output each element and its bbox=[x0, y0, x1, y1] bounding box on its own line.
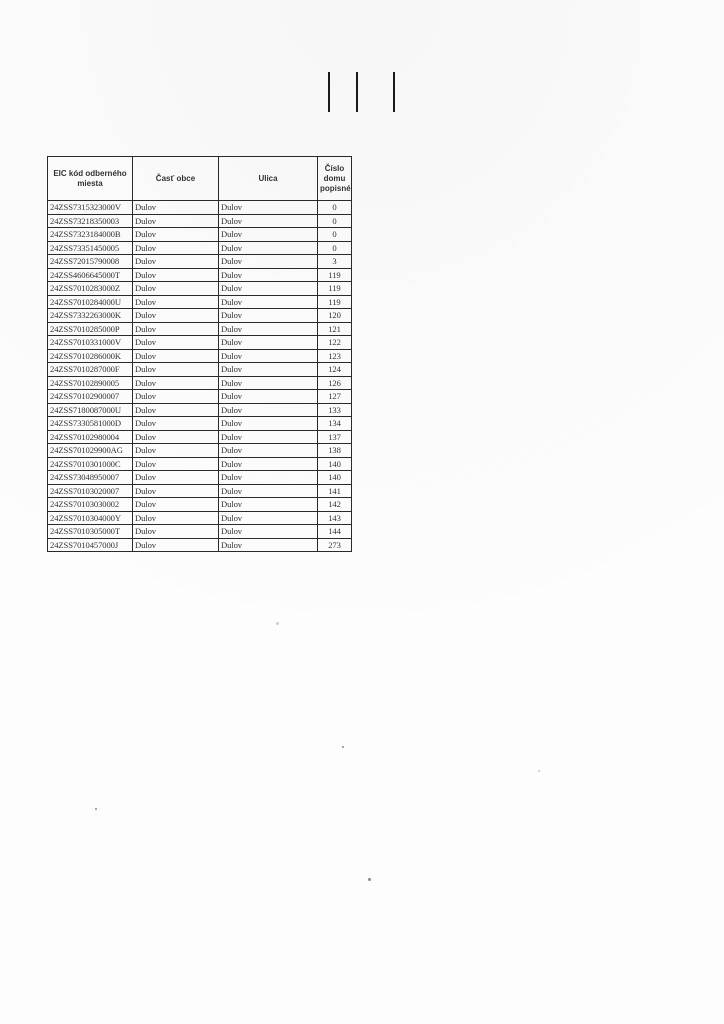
cell-street: Dulov bbox=[219, 525, 318, 539]
cell-street: Dulov bbox=[219, 403, 318, 417]
cell-house-number: 119 bbox=[318, 268, 352, 282]
cell-district: Dulov bbox=[133, 376, 219, 390]
cell-house-number: 120 bbox=[318, 309, 352, 323]
cell-street: Dulov bbox=[219, 417, 318, 431]
cell-district: Dulov bbox=[133, 403, 219, 417]
header-mark bbox=[328, 72, 330, 112]
cell-street: Dulov bbox=[219, 322, 318, 336]
cell-district: Dulov bbox=[133, 309, 219, 323]
cell-eic-code: 24ZSS7010284000U bbox=[48, 295, 133, 309]
table-row bbox=[48, 498, 352, 512]
cell-house-number: 0 bbox=[318, 214, 352, 228]
cell-street: Dulov bbox=[219, 376, 318, 390]
cell-street: Dulov bbox=[219, 282, 318, 296]
cell-district: Dulov bbox=[133, 241, 219, 255]
cell-eic-code: 24ZSS73218350003 bbox=[48, 214, 133, 228]
cell-district: Dulov bbox=[133, 538, 219, 552]
cell-house-number: 141 bbox=[318, 484, 352, 498]
header-mark bbox=[393, 72, 395, 112]
header-street: Ulica bbox=[219, 157, 318, 201]
table-row bbox=[48, 390, 352, 404]
table-row bbox=[48, 538, 352, 552]
cell-eic-code: 24ZSS70102980004 bbox=[48, 430, 133, 444]
cell-house-number: 119 bbox=[318, 295, 352, 309]
cell-house-number: 121 bbox=[318, 322, 352, 336]
table-row bbox=[48, 295, 352, 309]
cell-eic-code: 24ZSS73048950007 bbox=[48, 471, 133, 485]
cell-street: Dulov bbox=[219, 201, 318, 215]
cell-eic-code: 24ZSS7010331000V bbox=[48, 336, 133, 350]
scan-speck bbox=[538, 770, 540, 772]
cell-street: Dulov bbox=[219, 336, 318, 350]
cell-house-number: 134 bbox=[318, 417, 352, 431]
table-row bbox=[48, 322, 352, 336]
table-row bbox=[48, 282, 352, 296]
cell-district: Dulov bbox=[133, 282, 219, 296]
cell-eic-code: 24ZSS7010457000J bbox=[48, 538, 133, 552]
cell-house-number: 273 bbox=[318, 538, 352, 552]
cell-street: Dulov bbox=[219, 390, 318, 404]
cell-eic-code: 24ZSS7010286000K bbox=[48, 349, 133, 363]
cell-eic-code: 24ZSS7010285000P bbox=[48, 322, 133, 336]
table-row bbox=[48, 511, 352, 525]
cell-street: Dulov bbox=[219, 295, 318, 309]
cell-house-number: 119 bbox=[318, 282, 352, 296]
cell-street: Dulov bbox=[219, 430, 318, 444]
cell-eic-code: 24ZSS7332263000K bbox=[48, 309, 133, 323]
table-row bbox=[48, 471, 352, 485]
cell-eic-code: 24ZSS7010304000Y bbox=[48, 511, 133, 525]
cell-street: Dulov bbox=[219, 511, 318, 525]
table-row bbox=[48, 349, 352, 363]
table-row bbox=[48, 255, 352, 269]
cell-district: Dulov bbox=[133, 471, 219, 485]
table-row bbox=[48, 430, 352, 444]
cell-eic-code: 24ZSS7330581000D bbox=[48, 417, 133, 431]
cell-district: Dulov bbox=[133, 484, 219, 498]
cell-house-number: 142 bbox=[318, 498, 352, 512]
table-row bbox=[48, 268, 352, 282]
cell-house-number: 124 bbox=[318, 363, 352, 377]
cell-house-number: 133 bbox=[318, 403, 352, 417]
cell-house-number: 140 bbox=[318, 471, 352, 485]
cell-district: Dulov bbox=[133, 255, 219, 269]
cell-street: Dulov bbox=[219, 228, 318, 242]
table-row bbox=[48, 403, 352, 417]
table-row bbox=[48, 214, 352, 228]
cell-eic-code: 24ZSS70102890005 bbox=[48, 376, 133, 390]
cell-street: Dulov bbox=[219, 538, 318, 552]
cell-street: Dulov bbox=[219, 255, 318, 269]
cell-eic-code: 24ZSS7180087000U bbox=[48, 403, 133, 417]
cell-house-number: 140 bbox=[318, 457, 352, 471]
header-marks bbox=[325, 72, 405, 114]
scan-speck bbox=[95, 808, 97, 810]
cell-eic-code: 24ZSS70103030002 bbox=[48, 498, 133, 512]
table-body bbox=[48, 201, 352, 552]
cell-eic-code: 24ZSS73351450005 bbox=[48, 241, 133, 255]
cell-street: Dulov bbox=[219, 484, 318, 498]
table-row bbox=[48, 201, 352, 215]
table-row bbox=[48, 525, 352, 539]
cell-district: Dulov bbox=[133, 363, 219, 377]
header-mark bbox=[356, 72, 358, 112]
header-eic-code: EIC kód odberného miesta bbox=[48, 157, 133, 201]
cell-district: Dulov bbox=[133, 417, 219, 431]
cell-eic-code: 24ZSS72015790008 bbox=[48, 255, 133, 269]
cell-eic-code: 24ZSS7010301000C bbox=[48, 457, 133, 471]
table-row bbox=[48, 309, 352, 323]
cell-district: Dulov bbox=[133, 444, 219, 458]
cell-house-number: 127 bbox=[318, 390, 352, 404]
cell-street: Dulov bbox=[219, 363, 318, 377]
table-header-row bbox=[48, 157, 352, 201]
cell-house-number: 143 bbox=[318, 511, 352, 525]
cell-street: Dulov bbox=[219, 268, 318, 282]
cell-house-number: 144 bbox=[318, 525, 352, 539]
cell-street: Dulov bbox=[219, 471, 318, 485]
cell-eic-code: 24ZSS70102900007 bbox=[48, 390, 133, 404]
cell-district: Dulov bbox=[133, 390, 219, 404]
cell-district: Dulov bbox=[133, 201, 219, 215]
cell-district: Dulov bbox=[133, 322, 219, 336]
table-row bbox=[48, 376, 352, 390]
table-row bbox=[48, 228, 352, 242]
scan-speck bbox=[368, 878, 371, 881]
scan-speck bbox=[342, 746, 344, 748]
cell-district: Dulov bbox=[133, 457, 219, 471]
cell-eic-code: 24ZSS7010305000T bbox=[48, 525, 133, 539]
cell-eic-code: 24ZSS7315323000V bbox=[48, 201, 133, 215]
cell-house-number: 138 bbox=[318, 444, 352, 458]
header-district: Časť obce bbox=[133, 157, 219, 201]
table-row bbox=[48, 457, 352, 471]
cell-street: Dulov bbox=[219, 444, 318, 458]
cell-district: Dulov bbox=[133, 228, 219, 242]
eic-table bbox=[47, 156, 352, 552]
cell-eic-code: 24ZSS70103020007 bbox=[48, 484, 133, 498]
table-row bbox=[48, 336, 352, 350]
cell-house-number: 0 bbox=[318, 228, 352, 242]
cell-district: Dulov bbox=[133, 349, 219, 363]
cell-house-number: 122 bbox=[318, 336, 352, 350]
table-row bbox=[48, 417, 352, 431]
cell-street: Dulov bbox=[219, 214, 318, 228]
cell-house-number: 126 bbox=[318, 376, 352, 390]
table-row bbox=[48, 363, 352, 377]
cell-street: Dulov bbox=[219, 457, 318, 471]
cell-house-number: 3 bbox=[318, 255, 352, 269]
header-house-number: Číslo domu popisné bbox=[318, 157, 352, 201]
table-row bbox=[48, 241, 352, 255]
cell-district: Dulov bbox=[133, 214, 219, 228]
cell-eic-code: 24ZSS7010287000F bbox=[48, 363, 133, 377]
cell-eic-code: 24ZSS4606645000T bbox=[48, 268, 133, 282]
cell-house-number: 123 bbox=[318, 349, 352, 363]
cell-eic-code: 24ZSS7323184000B bbox=[48, 228, 133, 242]
cell-district: Dulov bbox=[133, 498, 219, 512]
cell-district: Dulov bbox=[133, 430, 219, 444]
cell-street: Dulov bbox=[219, 498, 318, 512]
cell-street: Dulov bbox=[219, 349, 318, 363]
cell-eic-code: 24ZSS7010283000Z bbox=[48, 282, 133, 296]
table-row bbox=[48, 484, 352, 498]
cell-district: Dulov bbox=[133, 336, 219, 350]
cell-street: Dulov bbox=[219, 241, 318, 255]
cell-street: Dulov bbox=[219, 309, 318, 323]
scan-speck bbox=[276, 622, 279, 625]
cell-house-number: 137 bbox=[318, 430, 352, 444]
table-row bbox=[48, 444, 352, 458]
cell-house-number: 0 bbox=[318, 241, 352, 255]
cell-district: Dulov bbox=[133, 511, 219, 525]
cell-district: Dulov bbox=[133, 295, 219, 309]
cell-house-number: 0 bbox=[318, 201, 352, 215]
cell-district: Dulov bbox=[133, 268, 219, 282]
cell-district: Dulov bbox=[133, 525, 219, 539]
cell-eic-code: 24ZSS701029900AG bbox=[48, 444, 133, 458]
